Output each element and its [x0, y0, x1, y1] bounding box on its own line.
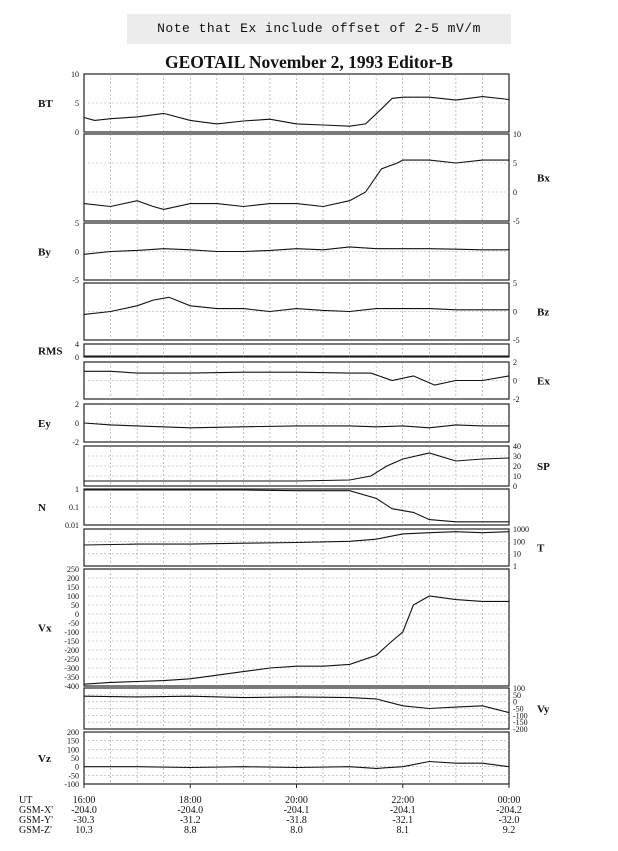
footer-value: 16:00 [72, 795, 96, 806]
tick-label-bz: 5 [513, 279, 517, 288]
tick-label-vx: 100 [67, 592, 79, 601]
tick-label-vx: -150 [64, 637, 79, 646]
tick-label-ex: -2 [513, 395, 520, 404]
tick-label-ey: 0 [75, 419, 79, 428]
tick-label-vz: 200 [67, 728, 79, 737]
tick-label-vy: -150 [513, 718, 528, 728]
panel-label-vz: Vz [38, 753, 51, 765]
tick-label-sp: 40 [513, 442, 521, 451]
tick-label-sp: 0 [513, 482, 517, 491]
tick-label-bz: -5 [513, 336, 520, 345]
footer-value: 22:00 [391, 795, 415, 806]
series-line-ey [84, 423, 509, 428]
footer-value: -32.1 [392, 815, 414, 826]
tick-label-by: -5 [72, 276, 79, 285]
tick-label-vy: 100 [513, 684, 525, 693]
footer-value: 8.8 [184, 825, 197, 836]
panel-label-sp: SP [537, 461, 550, 473]
footer-value: -32.0 [498, 815, 520, 826]
footer-value: -30.3 [73, 815, 95, 826]
footer-value: -31.2 [179, 815, 201, 826]
tick-label-bt: 10 [71, 70, 79, 79]
tick-label-rms: 4 [75, 340, 79, 349]
footer-row-label: UT [19, 795, 33, 806]
tick-label-n: 0.1 [69, 503, 79, 512]
footer-row-label: GSM-Z' [19, 825, 52, 836]
tick-label-bx: -5 [513, 217, 520, 226]
tick-label-vx: -250 [64, 655, 79, 664]
footer-value: 9.2 [502, 825, 516, 836]
tick-label-t: 10 [513, 549, 521, 559]
panel-label-vy: Vy [537, 703, 550, 716]
tick-label-vx: 50 [71, 601, 79, 610]
tick-label-sp: 20 [513, 462, 521, 471]
tick-label-vx: -300 [64, 664, 79, 673]
panel-label-t: T [537, 542, 545, 555]
tick-label-vx: -100 [64, 628, 79, 637]
footer-value: 20:00 [285, 795, 308, 806]
tick-label-rms: 0 [75, 353, 79, 362]
panel-label-rms: RMS [38, 345, 63, 358]
panel-label-bz: Bz [537, 306, 550, 319]
tick-label-ey: 2 [75, 400, 79, 409]
footer-value: -204.1 [283, 805, 310, 816]
footer-row-label: GSM-Y' [19, 815, 54, 826]
footer-value: 00:00 [497, 795, 521, 806]
tick-label-vx: -350 [64, 673, 79, 682]
tick-label-ey: -2 [72, 438, 79, 447]
tick-label-vz: 0 [75, 762, 79, 772]
tick-label-t: 1000 [513, 525, 529, 534]
panel-label-ey: Ey [38, 418, 51, 430]
footer-value: -204.0 [177, 805, 204, 816]
footer-value: 10.3 [75, 825, 93, 836]
tick-label-vy: -100 [513, 711, 528, 721]
footer-value: 8.0 [290, 825, 303, 836]
tick-label-ex: 0 [513, 376, 517, 386]
panel-label-ex: Ex [537, 375, 550, 388]
tick-label-vy: -200 [513, 725, 528, 734]
tick-label-vz: 100 [67, 745, 79, 755]
panel-label-bx: Bx [537, 172, 550, 185]
tick-label-by: 5 [75, 219, 79, 228]
tick-label-n: 1 [75, 485, 79, 494]
panel-label-n: N [38, 502, 46, 514]
tick-label-t: 100 [513, 537, 525, 547]
tick-label-n: 0.01 [65, 521, 79, 530]
tick-label-vz: -50 [68, 771, 79, 781]
tick-label-vz: 150 [67, 736, 79, 746]
panel-label-bt: BT [38, 98, 53, 110]
tick-label-vx: -50 [68, 619, 79, 628]
tick-label-vx: -400 [64, 682, 79, 691]
tick-label-ex: 2 [513, 358, 517, 367]
tick-label-bx: 10 [513, 130, 521, 139]
tick-label-vx: 250 [67, 565, 79, 574]
tick-label-vz: 50 [71, 754, 79, 763]
tick-label-bx: 5 [513, 159, 517, 168]
tick-label-vz: -100 [64, 780, 79, 789]
footer-value: -204.2 [496, 805, 522, 816]
tick-label-bx: 0 [513, 188, 517, 197]
footer-value: -204.1 [389, 805, 416, 816]
tick-label-vy: 0 [513, 697, 517, 707]
footer-value: 8.1 [396, 825, 409, 836]
footer-value: 18:00 [178, 795, 202, 806]
panel-label-vx: Vx [38, 622, 52, 635]
tick-label-vy: 50 [513, 690, 521, 700]
tick-label-t: 1 [513, 562, 517, 571]
footer-value: -204.0 [71, 805, 97, 816]
tick-label-vy: -50 [513, 704, 524, 714]
tick-label-vx: -200 [64, 646, 79, 655]
note-box: Note that Ex include offset of 2-5 mV/m [127, 14, 511, 44]
tick-label-vx: 0 [75, 610, 79, 619]
tick-label-by: 0 [75, 247, 79, 257]
tick-label-sp: 30 [513, 452, 521, 461]
tick-label-bz: 0 [513, 307, 517, 317]
tick-label-bt: 0 [75, 128, 79, 137]
tick-label-bt: 5 [75, 99, 79, 108]
footer-row-label: GSM-X' [19, 805, 54, 816]
tick-label-vx: 200 [67, 574, 79, 583]
chart-title: GEOTAIL November 2, 1993 Editor-B [165, 52, 453, 72]
panel-label-by: By [38, 246, 51, 259]
tick-label-vx: 150 [67, 583, 79, 592]
footer-value: -31.8 [286, 815, 307, 826]
tick-label-sp: 10 [513, 472, 521, 481]
